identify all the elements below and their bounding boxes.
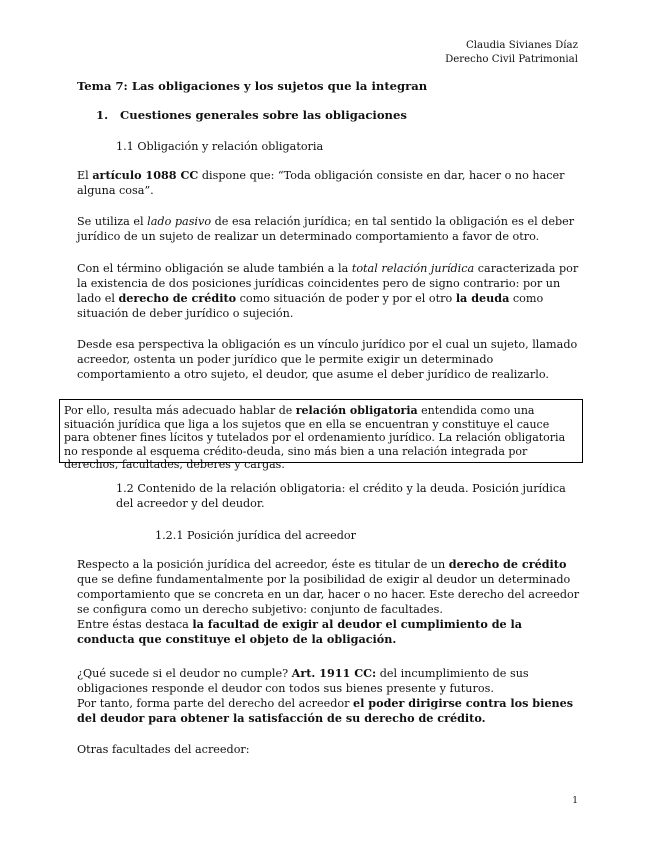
paragraph-1 [77,168,582,198]
text-run: El [77,169,93,182]
bold-run: Art. 1911 CC: [291,666,377,680]
subsection-heading-1-1: 1.1 Obligación y relación obligatoria [116,140,324,153]
text-run: entendida como una situación jurídica que liga a los sujetos que en ella se encuentran y constituye el cauce para obtener fines lícitos y tutelados por el ordenamiento jurídico. La relación obligatoria no responde al esquema crédito-deuda, sino más bien a una relación integrada por derechos, facultades, deberes y cargas. [64,404,566,471]
section-number: 1. [96,108,109,122]
paragraph-3 [77,261,582,321]
bold-run: la deuda [455,291,510,305]
subsection-heading-1-2-1: 1.2.1 Posición jurídica del acreedor [155,529,357,542]
text-run: de esa relación jurídica; en tal sentido la obligación es el deber jurídico de un sujeto de realizar un determinado comportamiento a favor de otro. [77,215,575,243]
text-run: Respecto a la posición jurídica del acreedor, éste es titular de un [77,558,449,571]
text-run: caracterizada por la existencia de dos posiciones jurídicas coincidentes pero de signo contrario: por un lado el [77,262,579,305]
text-run: como situación de deber jurídico o sujeción. [77,292,544,320]
paragraph-5 [77,557,582,647]
text-run: como situación de poder y por el otro [236,292,456,305]
bold-run: . [392,632,397,646]
section-heading [96,108,407,123]
bold-run: la facultad de exigir al deudor el cumplimiento de la conducta que constituye el objeto de la obligación [77,617,523,646]
header-course: Derecho Civil Patrimonial [445,54,578,65]
header-author: Claudia Sivianes Díaz [465,40,578,51]
document-title: Tema 7: Las obligaciones y los sujetos que la integran [77,79,428,93]
text-run: ¿Qué sucede si el deudor no cumple? [77,667,292,680]
bold-run: derecho de crédito [448,557,567,571]
text-run: dispone que: “Toda obligación consiste en dar, hacer o no hacer alguna cosa”. [77,169,565,197]
subsection-heading-1-2: 1.2 Contenido de la relación obligatoria: el crédito y la deuda. Posición jurídica del acreedor y del deudor. [116,482,566,510]
bold-run: artículo 1088 CC [92,168,199,182]
text-run: Por ello, resulta más adecuado hablar de [64,404,296,417]
paragraph-6 [77,666,582,726]
text-run: Por tanto, forma parte del derecho del acreedor [77,697,354,710]
text-run: Con el término obligación se alude también a la [77,262,352,275]
page-header [445,39,578,67]
text-run: que se define fundamentalmente por la posibilidad de exigir al deudor un determinado comportamiento que se concreta en un dar, hacer o no hacer. Este derecho del acreedor se configura como un derecho subjetivo: conjunto de facultades. [77,573,580,616]
bold-run: derecho de crédito [118,291,237,305]
bold-run: el poder dirigirse contra los bienes del deudor para obtener la satisfacción de su derecho de crédito [77,696,574,725]
paragraph-2 [77,214,582,244]
text-run: del incumplimiento de sus obligaciones responde el deudor con todos sus bienes presente y futuros. [77,667,529,695]
italic-run: lado pasivo [147,215,212,228]
text-run: Entre éstas destaca [77,618,193,631]
text-run: Se utiliza el [77,215,148,228]
italic-run: total relación jurídica [351,262,475,275]
paragraph-7: Otras facultades del acreedor: [77,743,250,756]
bold-run: . [481,711,486,725]
page-number: 1 [572,796,578,806]
highlight-box [59,399,583,471]
paragraph-4: Desde esa perspectiva la obligación es un vínculo jurídico por el cual un sujeto, llamado acreedor, ostenta un poder jurídico que le permite exigir un determinado comportamiento a otro sujeto, el deudor, que asume el deber jurídico de realizarlo. [77,338,578,381]
section-title: Cuestiones generales sobre las obligaciones [120,108,407,122]
bold-run: relación obligatoria [295,404,418,417]
